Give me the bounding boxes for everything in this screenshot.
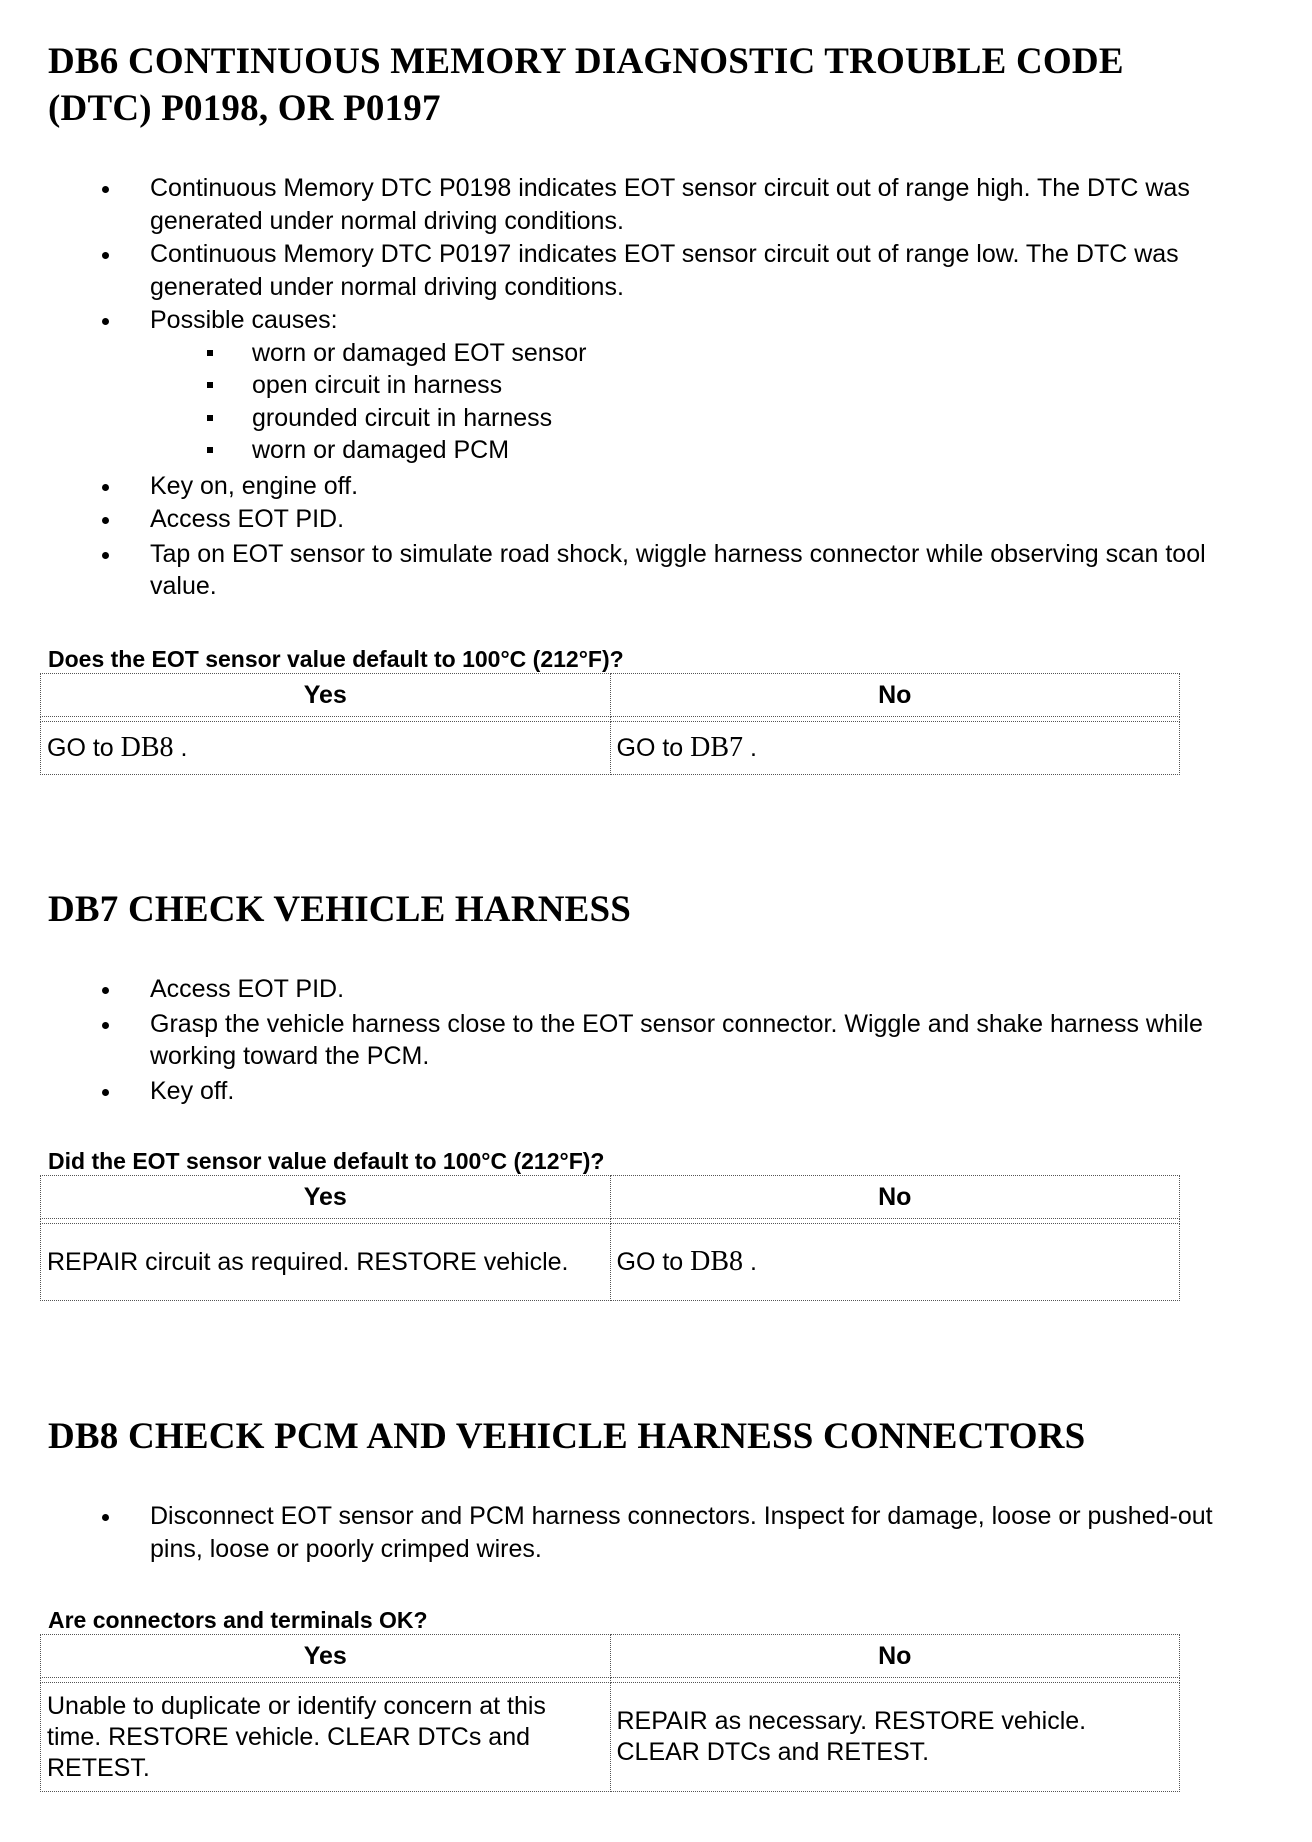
- db6-decision: [48, 645, 1288, 775]
- no-header: No: [610, 1176, 1180, 1219]
- list-item: open circuit in harness: [150, 369, 1218, 402]
- bullet-icon: [102, 1089, 109, 1096]
- list-item: worn or damaged EOT sensor: [150, 337, 1218, 370]
- bullet-icon: [102, 1022, 109, 1029]
- list-item: Grasp the vehicle harness close to the EOT sensor connector. Wiggle and shake harness while working toward the PCM.: [48, 1008, 1218, 1073]
- yes-header: Yes: [41, 1635, 611, 1678]
- db7-question: Did the EOT sensor value default to 100°C (212°F)?: [48, 1148, 605, 1174]
- list-item: Key off.: [48, 1075, 1218, 1108]
- section-db7: [48, 886, 1288, 933]
- bullet-icon: [102, 252, 109, 259]
- db8-link[interactable]: DB8: [690, 1246, 744, 1277]
- db6-yes-cell: GO to DB8 .: [41, 722, 611, 775]
- bullet-icon: [102, 987, 109, 994]
- bullet-icon: [102, 186, 109, 193]
- section-db6: [48, 38, 1288, 132]
- list-item: Continuous Memory DTC P0198 indicates EOT sensor circuit out of range high. The DTC was generated under normal driving conditions.: [48, 172, 1218, 237]
- db8-link[interactable]: DB8: [120, 732, 174, 763]
- db8-no-cell: REPAIR as necessary. RESTORE vehicle. CLEAR DTCs and RETEST.: [610, 1683, 1180, 1792]
- db8-yes-cell: Unable to duplicate or identify concern at this time. RESTORE vehicle. CLEAR DTCs and RETEST.: [41, 1683, 611, 1792]
- square-bullet-icon: [207, 447, 213, 453]
- bullet-icon: [102, 517, 109, 524]
- db7-yes-no-table: [40, 1175, 1180, 1301]
- yes-header: Yes: [41, 1176, 611, 1219]
- db8-title: DB8 CHECK PCM AND VEHICLE HARNESS CONNECTORS: [48, 1416, 1086, 1457]
- square-bullet-icon: [207, 382, 213, 388]
- db6-steps: [48, 172, 1288, 603]
- no-header: No: [610, 674, 1180, 717]
- db7-title: DB7 CHECK VEHICLE HARNESS: [48, 889, 632, 930]
- list-item: Access EOT PID.: [48, 973, 1218, 1006]
- db6-question: Does the EOT sensor value default to 100°C (212°F)?: [48, 646, 624, 672]
- db8-steps: [48, 1500, 1288, 1565]
- db8-yes-no-table: [40, 1634, 1180, 1792]
- db7-bullet-list: [48, 973, 1288, 1107]
- list-item: Possible causes: worn or damaged EOT sensor open circuit in harness grounded circuit in harness worn or damaged PCM: [48, 304, 1218, 467]
- db7-yes-cell: REPAIR circuit as required. RESTORE vehicle.: [41, 1224, 611, 1301]
- list-item: Key on, engine off.: [48, 470, 1218, 503]
- yes-header: Yes: [41, 674, 611, 717]
- db7-no-cell: GO to DB8 .: [610, 1224, 1180, 1301]
- list-item: Disconnect EOT sensor and PCM harness connectors. Inspect for damage, loose or pushed-out pins, loose or poorly crimped wires.: [48, 1500, 1218, 1565]
- db6-bullet-list: [48, 172, 1288, 603]
- db7-link[interactable]: DB7: [690, 732, 744, 763]
- list-item: Tap on EOT sensor to simulate road shock, wiggle harness connector while observing scan tool value.: [48, 538, 1218, 603]
- bullet-icon: [102, 484, 109, 491]
- db7-decision: [48, 1147, 1288, 1301]
- bullet-icon: [102, 552, 109, 559]
- bullet-icon: [102, 318, 109, 325]
- db6-no-cell: GO to DB7 .: [610, 722, 1180, 775]
- list-item: worn or damaged PCM: [150, 434, 1218, 467]
- list-item: Continuous Memory DTC P0197 indicates EOT sensor circuit out of range low. The DTC was generated under normal driving conditions.: [48, 238, 1218, 303]
- db8-bullet-list: [48, 1500, 1288, 1565]
- section-db8: [48, 1413, 1288, 1460]
- db8-decision: [48, 1606, 1288, 1792]
- db7-steps: [48, 973, 1288, 1107]
- db8-question: Are connectors and terminals OK?: [48, 1607, 428, 1633]
- square-bullet-icon: [207, 350, 213, 356]
- list-item: grounded circuit in harness: [150, 402, 1218, 435]
- db6-title: DB6 CONTINUOUS MEMORY DIAGNOSTIC TROUBLE CODE (DTC) P0198, OR P0197: [48, 41, 1124, 129]
- bullet-icon: [102, 1514, 109, 1521]
- db6-yes-no-table: [40, 673, 1180, 775]
- square-bullet-icon: [207, 415, 213, 421]
- possible-causes-list: [150, 337, 1218, 467]
- list-item: Access EOT PID.: [48, 503, 1218, 536]
- no-header: No: [610, 1635, 1180, 1678]
